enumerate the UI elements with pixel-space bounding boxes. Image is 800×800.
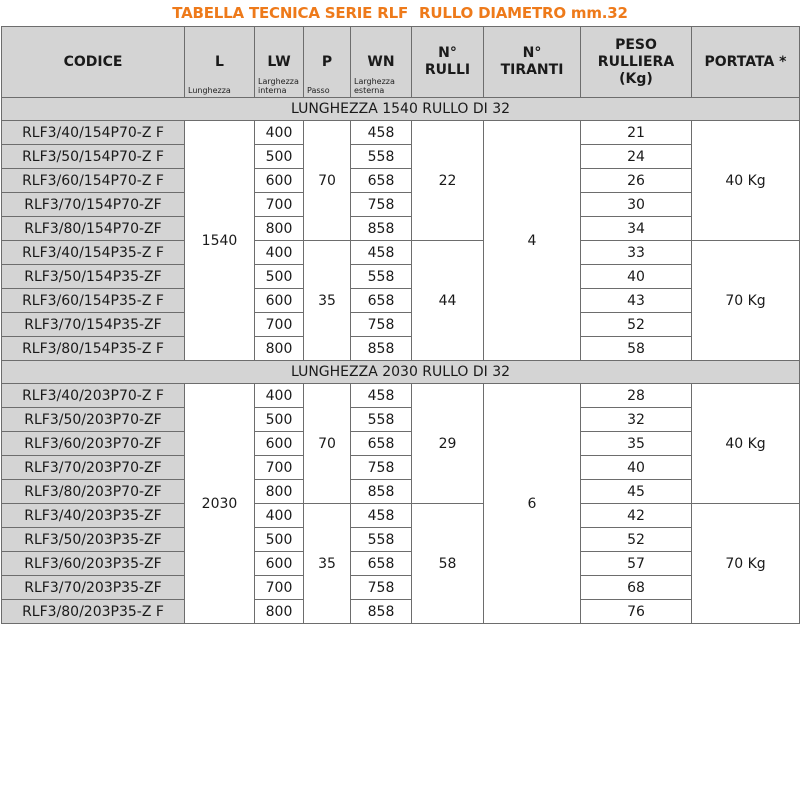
header-p-label: P <box>321 53 333 70</box>
cell-peso: 42 <box>581 504 692 528</box>
table-row <box>2 600 800 624</box>
cell-wn: 558 <box>351 265 412 289</box>
cell-peso: 35 <box>581 432 692 456</box>
cell-lw: 700 <box>255 313 304 337</box>
header-rulli-line2: RULLI <box>424 62 471 78</box>
header-lw-label: LW <box>267 53 291 70</box>
cell-portata: 40 Kg <box>692 121 800 241</box>
table-body <box>2 98 800 624</box>
cell-codice: RLF3/50/203P35-ZF <box>2 528 185 552</box>
cell-lw: 400 <box>255 384 304 408</box>
cell-l: 2030 <box>185 384 255 624</box>
table-row <box>2 121 800 145</box>
cell-lw: 400 <box>255 504 304 528</box>
cell-codice: RLF3/80/154P70-ZF <box>2 217 185 241</box>
header-rulli-line1: N° <box>438 45 457 61</box>
header-rulli <box>412 27 484 98</box>
cell-wn: 558 <box>351 528 412 552</box>
section-header-row <box>2 98 800 121</box>
header-codice: CODICE <box>2 27 185 98</box>
cell-codice: RLF3/70/154P35-ZF <box>2 313 185 337</box>
cell-lw: 500 <box>255 528 304 552</box>
cell-peso: 40 <box>581 265 692 289</box>
cell-lw: 500 <box>255 145 304 169</box>
cell-codice: RLF3/60/203P35-ZF <box>2 552 185 576</box>
header-lw-sub: Larghezza interna <box>258 77 299 95</box>
header-peso-line1: PESO <box>615 36 657 53</box>
cell-peso: 43 <box>581 289 692 313</box>
header-peso-line2: RULLIERA <box>597 53 675 70</box>
cell-lw: 600 <box>255 552 304 576</box>
table-row <box>2 408 800 432</box>
cell-codice: RLF3/60/154P35-Z F <box>2 289 185 313</box>
cell-lw: 500 <box>255 408 304 432</box>
header-p-sub: Passo <box>307 86 330 95</box>
cell-lw: 400 <box>255 121 304 145</box>
table-row <box>2 145 800 169</box>
cell-codice: RLF3/40/154P35-Z F <box>2 241 185 265</box>
header-l-label: L <box>215 53 224 70</box>
table-row <box>2 528 800 552</box>
cell-peso: 21 <box>581 121 692 145</box>
cell-p: 35 <box>304 504 351 624</box>
cell-tiranti: 6 <box>484 384 581 624</box>
cell-wn: 458 <box>351 241 412 265</box>
header-row <box>2 27 800 98</box>
cell-rulli: 29 <box>412 384 484 504</box>
table-title <box>0 2 800 24</box>
table-row <box>2 432 800 456</box>
cell-peso: 45 <box>581 480 692 504</box>
table-row <box>2 289 800 313</box>
header-peso <box>581 27 692 98</box>
cell-rulli: 44 <box>412 241 484 361</box>
cell-codice: RLF3/40/203P70-Z F <box>2 384 185 408</box>
title-diameter: RULLO DIAMETRO mm.32 <box>419 4 628 22</box>
cell-codice: RLF3/50/203P70-ZF <box>2 408 185 432</box>
cell-wn: 758 <box>351 576 412 600</box>
title-series: TABELLA TECNICA SERIE RLF <box>172 4 409 22</box>
cell-codice: RLF3/70/203P70-ZF <box>2 456 185 480</box>
cell-l: 1540 <box>185 121 255 361</box>
cell-codice: RLF3/80/203P35-Z F <box>2 600 185 624</box>
table-row <box>2 384 800 408</box>
cell-wn: 758 <box>351 193 412 217</box>
cell-lw: 600 <box>255 432 304 456</box>
table-row <box>2 480 800 504</box>
cell-codice: RLF3/70/203P35-ZF <box>2 576 185 600</box>
table-row <box>2 504 800 528</box>
cell-lw: 600 <box>255 169 304 193</box>
cell-codice: RLF3/60/154P70-Z F <box>2 169 185 193</box>
cell-codice: RLF3/80/203P70-ZF <box>2 480 185 504</box>
header-l-sub: Lunghezza <box>188 86 231 95</box>
cell-peso: 40 <box>581 456 692 480</box>
cell-peso: 33 <box>581 241 692 265</box>
cell-wn: 558 <box>351 145 412 169</box>
cell-codice: RLF3/40/203P35-ZF <box>2 504 185 528</box>
header-wn-sub: Larghezza esterna <box>354 77 395 95</box>
cell-peso: 34 <box>581 217 692 241</box>
cell-peso: 24 <box>581 145 692 169</box>
header-tiranti-line2: TIRANTI <box>500 62 564 78</box>
cell-codice: RLF3/40/154P70-Z F <box>2 121 185 145</box>
table-row <box>2 456 800 480</box>
cell-codice: RLF3/80/154P35-Z F <box>2 337 185 361</box>
cell-peso: 30 <box>581 193 692 217</box>
cell-peso: 52 <box>581 313 692 337</box>
header-wn-label: WN <box>367 53 395 70</box>
cell-peso: 26 <box>581 169 692 193</box>
table-row <box>2 552 800 576</box>
table-row <box>2 576 800 600</box>
section-header-row <box>2 361 800 384</box>
section-title: LUNGHEZZA 2030 RULLO DI 32 <box>2 361 800 384</box>
cell-lw: 700 <box>255 576 304 600</box>
cell-lw: 700 <box>255 193 304 217</box>
cell-wn: 758 <box>351 456 412 480</box>
table-row <box>2 265 800 289</box>
header-portata: PORTATA * <box>692 27 800 98</box>
cell-rulli: 22 <box>412 121 484 241</box>
cell-codice: RLF3/50/154P35-ZF <box>2 265 185 289</box>
cell-wn: 858 <box>351 600 412 624</box>
cell-wn: 658 <box>351 552 412 576</box>
cell-peso: 52 <box>581 528 692 552</box>
cell-portata: 70 Kg <box>692 241 800 361</box>
cell-lw: 400 <box>255 241 304 265</box>
cell-lw: 700 <box>255 456 304 480</box>
section-title: LUNGHEZZA 1540 RULLO DI 32 <box>2 98 800 121</box>
cell-wn: 858 <box>351 480 412 504</box>
cell-portata: 70 Kg <box>692 504 800 624</box>
table-row <box>2 337 800 361</box>
cell-wn: 858 <box>351 217 412 241</box>
header-tiranti-line1: N° <box>522 45 542 61</box>
table-row <box>2 193 800 217</box>
header-lw <box>255 27 304 98</box>
cell-wn: 458 <box>351 384 412 408</box>
table-row <box>2 313 800 337</box>
spec-table <box>1 26 800 624</box>
cell-wn: 658 <box>351 432 412 456</box>
header-wn <box>351 27 412 98</box>
cell-codice: RLF3/50/154P70-Z F <box>2 145 185 169</box>
header-l <box>185 27 255 98</box>
cell-lw: 800 <box>255 337 304 361</box>
cell-wn: 758 <box>351 313 412 337</box>
cell-lw: 600 <box>255 289 304 313</box>
cell-codice: RLF3/70/154P70-ZF <box>2 193 185 217</box>
cell-wn: 658 <box>351 169 412 193</box>
cell-p: 70 <box>304 121 351 241</box>
cell-wn: 558 <box>351 408 412 432</box>
cell-rulli: 58 <box>412 504 484 624</box>
table-row <box>2 217 800 241</box>
cell-lw: 800 <box>255 217 304 241</box>
cell-peso: 28 <box>581 384 692 408</box>
cell-lw: 800 <box>255 600 304 624</box>
header-peso-line3: (Kg) <box>619 70 653 87</box>
cell-lw: 800 <box>255 480 304 504</box>
cell-wn: 458 <box>351 504 412 528</box>
cell-peso: 32 <box>581 408 692 432</box>
header-tiranti <box>484 27 581 98</box>
table-row <box>2 169 800 193</box>
cell-lw: 500 <box>255 265 304 289</box>
cell-tiranti: 4 <box>484 121 581 361</box>
cell-p: 70 <box>304 384 351 504</box>
cell-wn: 858 <box>351 337 412 361</box>
header-p <box>304 27 351 98</box>
cell-portata: 40 Kg <box>692 384 800 504</box>
cell-peso: 76 <box>581 600 692 624</box>
cell-peso: 58 <box>581 337 692 361</box>
cell-peso: 57 <box>581 552 692 576</box>
cell-codice: RLF3/60/203P70-ZF <box>2 432 185 456</box>
cell-wn: 458 <box>351 121 412 145</box>
table-row <box>2 241 800 265</box>
cell-peso: 68 <box>581 576 692 600</box>
cell-p: 35 <box>304 241 351 361</box>
cell-wn: 658 <box>351 289 412 313</box>
